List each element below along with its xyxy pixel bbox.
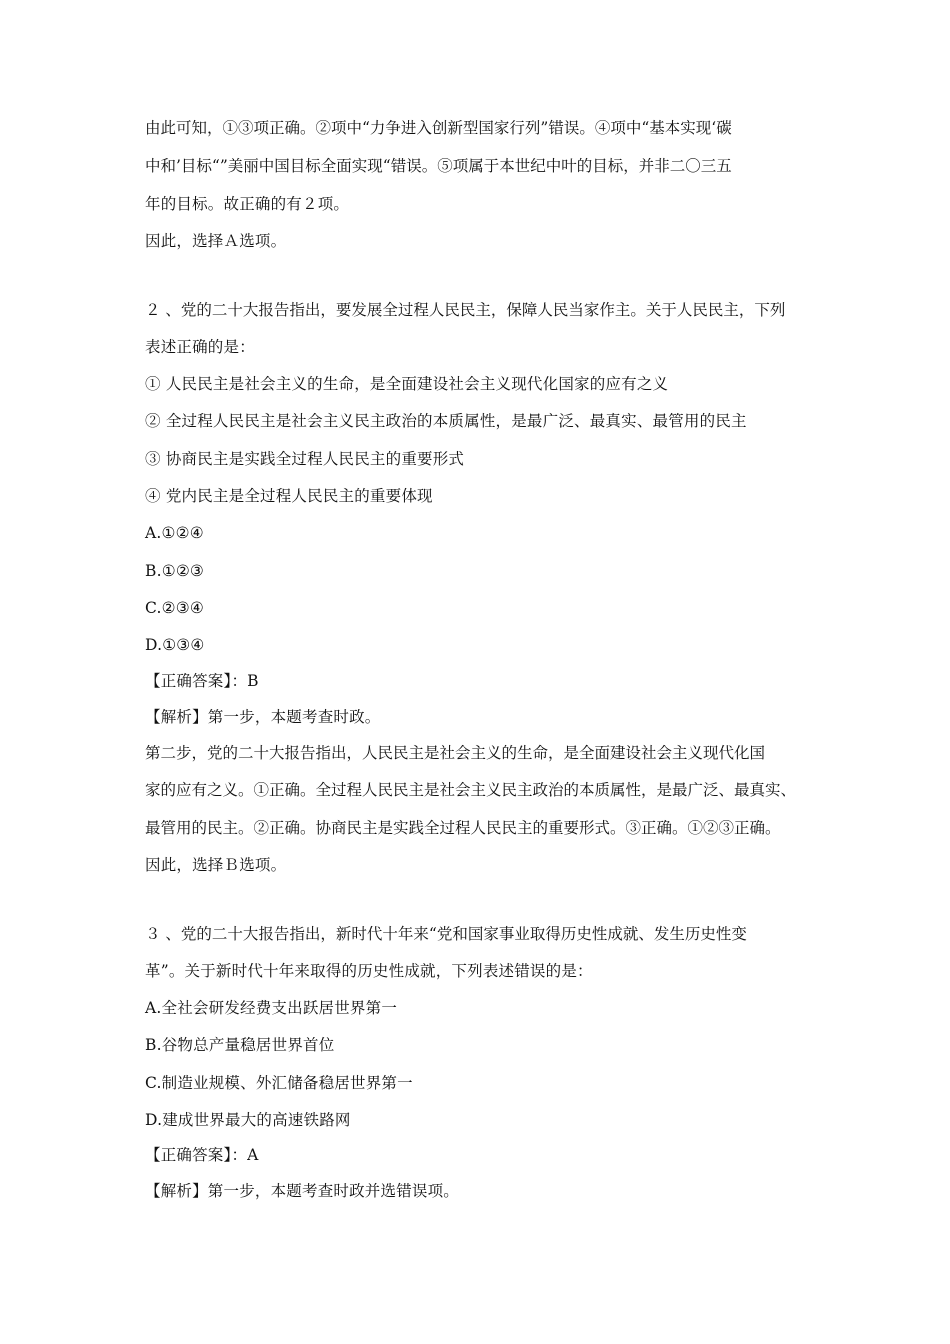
q2-stem-line-2: 表述正确的是： xyxy=(145,338,255,356)
q1-conclusion: 因此，选择Ａ选项。 xyxy=(145,232,287,250)
q3-stem-line-2: 革”。关于新时代十年来取得的历史性成就，下列表述错误的是： xyxy=(145,962,593,980)
q3-analysis-intro: 【解析】第一步，本题考查时政并选错误项。 xyxy=(145,1182,460,1200)
q3-option-d: D.建成世界最大的高速铁路网 xyxy=(145,1111,351,1129)
q3-option-a: A.全社会研发经费支出跃居世界第一 xyxy=(145,999,398,1017)
q3-option-b: B.谷物总产量稳居世界首位 xyxy=(145,1036,335,1054)
q2-statement-2: ② 全过程人民民主是社会主义民主政治的本质属性，是最广泛、最真实、最管用的民主 xyxy=(145,412,747,430)
q2-option-d: D.①③④ xyxy=(145,636,205,654)
q2-correct-answer: 【正确答案】：B xyxy=(145,672,259,690)
q2-statement-4: ④ 党内民主是全过程人民民主的重要体现 xyxy=(145,487,433,505)
q2-stem-line-1: ２ 、党的二十大报告指出，要发展全过程人民民主，保障人民当家作主。关于人民民主，下列 xyxy=(145,301,786,319)
q3-stem-line-1: ３ 、党的二十大报告指出，新时代十年来“党和国家事业取得历史性成就、发生历史性变 xyxy=(145,925,747,943)
q2-statement-3: ③ 协商民主是实践全过程人民民主的重要形式 xyxy=(145,450,465,468)
q2-option-b: B.①②③ xyxy=(145,562,205,580)
q1-explanation-line-1: 由此可知，①③项正确。②项中“力争进入创新型国家行列”错误。④项中“基本实现‘碳 xyxy=(145,119,732,137)
q1-explanation-line-2: 中和’目标“”美丽中国目标全面实现“错误。⑤项属于本世纪中叶的目标，并非二〇三五 xyxy=(145,157,732,175)
q2-option-a: A.①②④ xyxy=(145,524,204,542)
q1-explanation-line-3: 年的目标。故正确的有２项。 xyxy=(145,195,350,213)
q2-analysis-line-2: 家的应有之义。①正确。全过程人民民主是社会主义民主政治的本质属性，是最广泛、最真实、 xyxy=(145,781,797,799)
q2-analysis-line-1: 第二步，党的二十大报告指出，人民民主是社会主义的生命，是全面建设社会主义现代化国 xyxy=(145,744,766,762)
q2-conclusion: 因此，选择Ｂ选项。 xyxy=(145,856,287,874)
q2-analysis-line-3: 最管用的民主。②正确。协商民主是实践全过程人民民主的重要形式。③正确。①②③正确。 xyxy=(145,819,781,837)
q3-option-c: C.制造业规模、外汇储备稳居世界第一 xyxy=(145,1074,413,1092)
q2-option-c: C.②③④ xyxy=(145,599,204,617)
q2-statement-1: ① 人民民主是社会主义的生命，是全面建设社会主义现代化国家的应有之义 xyxy=(145,375,669,393)
q3-correct-answer: 【正确答案】：A xyxy=(145,1146,259,1164)
q2-analysis-intro: 【解析】第一步，本题考查时政。 xyxy=(145,708,381,726)
